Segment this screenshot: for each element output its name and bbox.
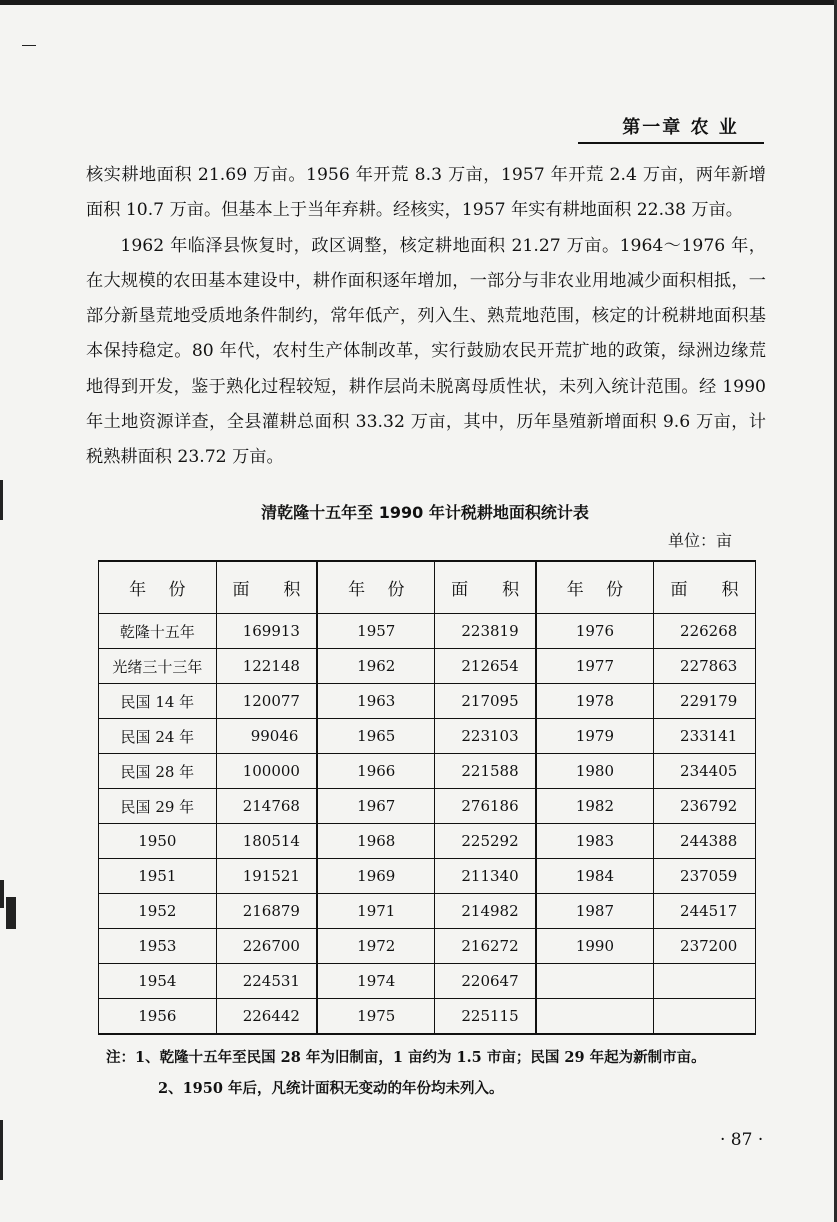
column-header-area: 面 积 — [654, 561, 756, 614]
area-cell: 223103 — [435, 719, 536, 754]
year-cell: 1957 — [317, 614, 435, 649]
year-cell: 1963 — [317, 684, 435, 719]
scan-mark — [0, 880, 4, 908]
farmland-area-table — [98, 560, 756, 1035]
year-cell: 民国 14 年 — [99, 684, 217, 719]
table-row — [99, 824, 756, 859]
scan-mark — [6, 897, 16, 929]
area-cell: 225115 — [435, 999, 536, 1035]
running-head: 第一章 农 业 — [622, 117, 739, 138]
column-header-area: 面 积 — [216, 561, 317, 614]
area-cell: 217095 — [435, 684, 536, 719]
table-row — [99, 614, 756, 649]
year-cell: 民国 29 年 — [99, 789, 217, 824]
area-cell: 122148 — [216, 649, 317, 684]
year-cell: 1956 — [99, 999, 217, 1035]
year-cell: 1966 — [317, 754, 435, 789]
note-2: 2、1950 年后，凡统计面积无变动的年份均未列入。 — [158, 1080, 504, 1097]
area-cell: 233141 — [654, 719, 756, 754]
area-cell: 223819 — [435, 614, 536, 649]
table-row — [99, 789, 756, 824]
year-cell: 光绪三十三年 — [99, 649, 217, 684]
area-cell: 191521 — [216, 859, 317, 894]
area-cell: 212654 — [435, 649, 536, 684]
area-cell: 226442 — [216, 999, 317, 1035]
area-cell: 225292 — [435, 824, 536, 859]
year-cell: 1950 — [99, 824, 217, 859]
year-cell: 1971 — [317, 894, 435, 929]
year-cell: 1954 — [99, 964, 217, 999]
area-cell: 237200 — [654, 929, 756, 964]
year-cell: 1974 — [317, 964, 435, 999]
year-cell: 1987 — [536, 894, 654, 929]
running-head-rule — [578, 142, 764, 144]
area-cell: 226268 — [654, 614, 756, 649]
year-cell: 1951 — [99, 859, 217, 894]
table-row — [99, 684, 756, 719]
scan-mark — [22, 45, 36, 46]
scan-edge-top — [0, 0, 837, 5]
area-cell: 226700 — [216, 929, 317, 964]
table-row — [99, 649, 756, 684]
year-cell: 1979 — [536, 719, 654, 754]
table-row — [99, 929, 756, 964]
area-cell: 236792 — [654, 789, 756, 824]
table-row — [99, 754, 756, 789]
area-cell: 216272 — [435, 929, 536, 964]
column-header-area: 面 积 — [435, 561, 536, 614]
year-cell: 乾隆十五年 — [99, 614, 217, 649]
area-cell: 224531 — [216, 964, 317, 999]
year-cell: 1978 — [536, 684, 654, 719]
table-unit: 单位：亩 — [667, 531, 732, 550]
area-cell: 237059 — [654, 859, 756, 894]
table-row — [99, 859, 756, 894]
paragraph: 1962 年临泽县恢复时，政区调整，核定耕地面积 21.27 万亩。1964～1976 年，在大规模的农田基本建设中，耕作面积逐年增加，一部分与非农业用地减少面积相抵，一部分新垦荒地受质地条件制约，常年低产，列入生、熟荒地范围，核定的计税耕地面积基本保持稳定。80 年代，农村生产体制改革，实行鼓励农民开荒扩地的政策，绿洲边缘荒地得到开发，鉴于熟化过程较短，耕作层尚未脱离母质性状，未列入统计范围。经 1990 年土地资源详查，全县灌耕总面积 33.32 万亩，其中，历年垦殖新增面积 9.6 万亩，计税熟耕面积 23.72 万亩。 — [86, 235, 766, 468]
area-cell: 244388 — [654, 824, 756, 859]
column-header-year: 年 份 — [99, 561, 217, 614]
year-cell: 1984 — [536, 859, 654, 894]
area-cell: 227863 — [654, 649, 756, 684]
area-cell: 99046 — [216, 719, 317, 754]
year-cell: 1968 — [317, 824, 435, 859]
year-cell: 1982 — [536, 789, 654, 824]
year-cell — [536, 999, 654, 1035]
year-cell: 1969 — [317, 859, 435, 894]
year-cell: 1972 — [317, 929, 435, 964]
area-cell: 100000 — [216, 754, 317, 789]
area-cell: 220647 — [435, 964, 536, 999]
area-cell — [654, 964, 756, 999]
note-1: 注：1、乾隆十五年至民国 28 年为旧制亩，1 亩约为 1.5 市亩；民国 29 年起为新制市亩。 — [106, 1049, 706, 1066]
scan-mark — [0, 1120, 3, 1180]
paragraph: 核实耕地面积 21.69 万亩。1956 年开荒 8.3 万亩，1957 年开荒 2.4 万亩，两年新增面积 10.7 万亩。但基本上于当年弃耕。经核实，1957 年实有耕地面积 22.38 万亩。 — [86, 165, 766, 221]
area-cell: 234405 — [654, 754, 756, 789]
scan-mark — [0, 480, 3, 520]
table-row — [99, 719, 756, 754]
table-row — [99, 894, 756, 929]
year-cell: 1990 — [536, 929, 654, 964]
page-number: · 87 · — [720, 1130, 764, 1150]
table-row — [99, 999, 756, 1035]
year-cell: 1965 — [317, 719, 435, 754]
area-cell: 244517 — [654, 894, 756, 929]
year-cell: 1976 — [536, 614, 654, 649]
column-header-year: 年 份 — [317, 561, 435, 614]
area-cell: 214768 — [216, 789, 317, 824]
area-cell — [654, 999, 756, 1035]
year-cell: 民国 24 年 — [99, 719, 217, 754]
area-cell: 180514 — [216, 824, 317, 859]
year-cell: 1962 — [317, 649, 435, 684]
year-cell: 民国 28 年 — [99, 754, 217, 789]
area-cell: 169913 — [216, 614, 317, 649]
year-cell: 1983 — [536, 824, 654, 859]
area-cell: 229179 — [654, 684, 756, 719]
table-header-row — [99, 561, 756, 614]
table-row — [99, 964, 756, 999]
area-cell: 214982 — [435, 894, 536, 929]
area-cell: 211340 — [435, 859, 536, 894]
table-notes — [106, 1042, 796, 1104]
year-cell: 1953 — [99, 929, 217, 964]
area-cell: 216879 — [216, 894, 317, 929]
year-cell — [536, 964, 654, 999]
area-cell: 276186 — [435, 789, 536, 824]
area-cell: 120077 — [216, 684, 317, 719]
body-text — [86, 158, 766, 476]
year-cell: 1975 — [317, 999, 435, 1035]
year-cell: 1980 — [536, 754, 654, 789]
year-cell: 1977 — [536, 649, 654, 684]
year-cell: 1952 — [99, 894, 217, 929]
area-cell: 221588 — [435, 754, 536, 789]
column-header-year: 年 份 — [536, 561, 654, 614]
year-cell: 1967 — [317, 789, 435, 824]
table-title: 清乾隆十五年至 1990 年计税耕地面积统计表 — [261, 503, 589, 522]
